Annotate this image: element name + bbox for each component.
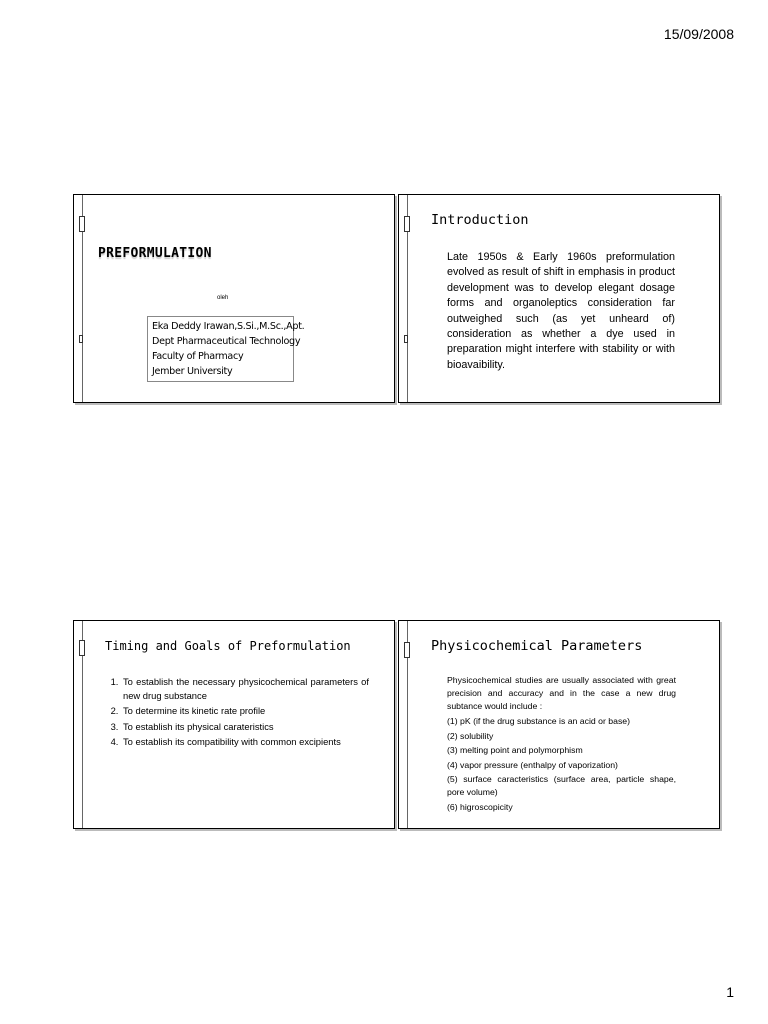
slide-marker <box>79 216 85 232</box>
slide-3-heading: Timing and Goals of Preformulation <box>105 639 351 653</box>
document-date: 15/09/2008 <box>663 26 734 42</box>
slide-marker <box>404 216 410 232</box>
physicochemical-intro: Physicochemical studies are usually associated with great precision and accuracy and in the case a new drug subtance would include : <box>447 675 676 711</box>
list-item: (2) solubility <box>447 730 494 741</box>
slide-4-physicochemical <box>398 620 720 829</box>
list-item: (6) higroscopicity <box>447 801 513 812</box>
author-university: Jember University <box>152 366 233 377</box>
slide-2-introduction <box>398 194 720 403</box>
oleh-label: oleh <box>217 295 229 301</box>
slide-3-goals <box>73 620 395 829</box>
list-item: (1) pK (if the drug substance is an acid or base) <box>447 716 631 726</box>
page-number: 1 <box>726 984 734 1000</box>
list-item: 2. To determine its kinetic rate profile <box>121 704 369 718</box>
slide-4-heading: Physicochemical Parameters <box>431 638 643 654</box>
slide-marker <box>404 642 410 658</box>
list-item: 3. To establish its physical carateristics <box>121 720 369 734</box>
list-item: (4) vapor pressure (enthalpy of vaporization) <box>447 759 618 770</box>
list-item: (5) surface caracteristics (surface area, particle shape, pore volume) <box>447 774 676 797</box>
slide-2-heading: Introduction <box>431 212 529 228</box>
author-name: Eka Deddy Irawan,S.Si.,M.Sc.,Apt. <box>152 321 305 332</box>
slide-marker <box>79 335 83 343</box>
goals-list <box>104 675 369 751</box>
list-item: 1. To establish the necessary physicochemical parameters of new drug substance <box>121 675 369 702</box>
physicochemical-content <box>447 674 676 815</box>
author-box <box>147 316 305 382</box>
slide-1-title <box>73 194 395 403</box>
list-item: 4. To establish its compatibility with common excipients <box>121 735 369 749</box>
slide-marker <box>79 640 85 656</box>
slide-marker <box>404 335 408 343</box>
introduction-text: Late 1950s & Early 1960s preformulation evolved as result of shift in emphasis in product development was to develop elegant dosage forms and organoleptics consideration far outweighed such (as yet unheard of) consideration as whether a dye used in preparation might interfere with stability or with bioavaibility. <box>447 251 675 371</box>
author-faculty: Faculty of Pharmacy <box>152 351 244 362</box>
slide-1-heading: PREFORMULATION <box>98 246 212 261</box>
author-department: Dept Pharmaceutical Technology <box>152 336 301 347</box>
list-item: (3) melting point and polymorphism <box>447 745 583 755</box>
